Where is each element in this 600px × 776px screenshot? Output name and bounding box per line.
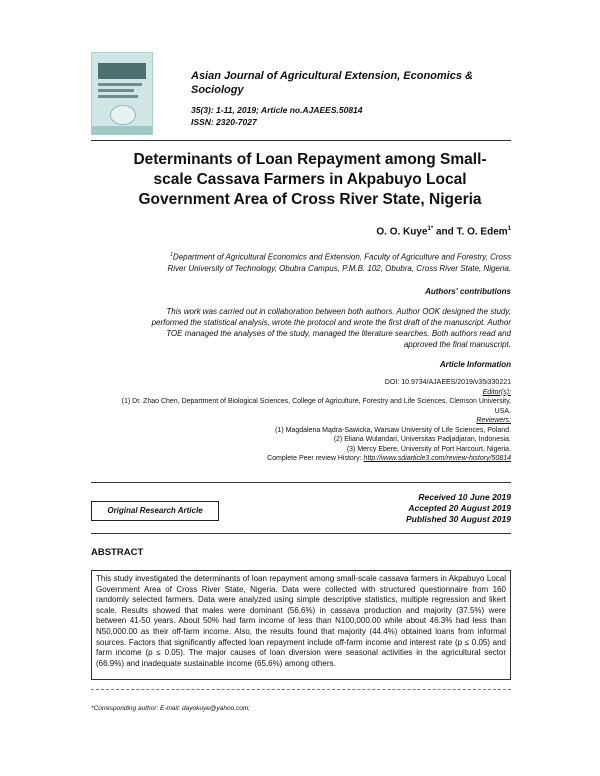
reviewer-entry: (3) Mercy Ebere, University of Port Harcourt, Nigeria. — [346, 445, 511, 453]
journal-cover-image — [91, 52, 153, 135]
reviewer-entry: (1) Magdalena Mądra-Sawicka, Warsaw University of Life Sciences, Poland. — [275, 426, 511, 434]
info-rule — [91, 482, 511, 483]
author-name: T. O. Edem — [456, 226, 508, 238]
editor-entry: (1) Dr. Zhao Chen, Department of Biological Sciences, College of Agriculture, Forestry and Life Sciences, Clemson University, — [121, 398, 511, 405]
journal-name: Asian Journal of Agricultural Extension, Economics & Sociology — [191, 70, 473, 96]
journal-issue: 35(3): 1-11, 2019; Article no.AJAEES.50814 ISSN: 2320-7027 — [191, 105, 363, 127]
abstract-heading: ABSTRACT — [91, 547, 144, 558]
editor-label: Editor(s): — [482, 388, 511, 396]
abstract-text: This study investigated the determinants of loan repayment among small-scale cassava farmers in Akpabuyo Local Government Area of Cross River State, Nigeria. Data were collected with structured questionnaire from 160 randomly selected farmers. Data were analyzed using simple descriptive statistics, multiple regression and likert scale. Results showed that males were dominant (56.6%) in cassava production and majority (37.5%) were between 41-50 years. About 50% had farm income of less than N100,000.00 while about 46.3% had less than N50,000.00 as their off-farm income. Also, the results found that majority (44.4%) obtained loans from informal sources. Factors that significantly affected loan repayment include off-farm income and interest rate (p ≤ 0.05) and farm income (p ≤ 0.05). The major causes of loan diversion were seasonal activities in the agricultural sector (66.9%) and inadequate sustainable income (65.6%) among others. — [96, 574, 506, 668]
dates-rule — [91, 533, 511, 534]
footnote-divider — [91, 689, 511, 690]
author-affiliation-mark: 1* — [427, 226, 434, 232]
affiliation: $^1$Department of Agricultural Economics and Extension, Faculty of Agriculture and Forestry, Cross River University of Technology, Obubra Campus, P.M.B. 102, Obubra, Cross River State, Nigeria. — [167, 252, 511, 273]
review-history-link[interactable]: http://www.sdiarticle3.com/review-history/50814 — [363, 455, 511, 462]
abstract-box — [91, 570, 511, 680]
author-connector: and — [433, 226, 457, 238]
reviewers-label: Reviewers: — [476, 417, 511, 424]
article-info: DOI: 10.9734/AJAEES/2019/v35i330221 Editor(s): (1) Dr. Zhao Chen, Department of Biological Sciences, College of Agriculture, Forestry and Life Sciences, Clemson University, USA. Reviewers: (1) Magdalena Mądra-Sawicka, Warsaw University of Life Sciences, Poland. (2) Eliana Wulandari, Universitas Padjadjaran, Indonesia. (3) Mercy Ebere, University of Port Harcourt, Nigeria. Complete Peer review History: http://www.sdiarticle3.com/review-history/50814 — [91, 378, 511, 464]
author-affiliation-mark: 1 — [507, 226, 511, 232]
corresponding-author: *Corresponding author: E-mail: dayokuye@yahoo.com; — [91, 705, 251, 712]
publication-dates: Received 10 June 2019 Accepted 20 August 2019 Published 30 August 2019 — [405, 492, 511, 524]
reviewer-entry: (2) Eliana Wulandari, Universitas Padjadjaran, Indonesia. — [333, 436, 511, 443]
contributions-heading: Authors' contributions — [425, 287, 511, 296]
author-name: O. O. Kuye — [376, 226, 428, 238]
article-type-badge: Original Research Article — [91, 501, 219, 521]
header-rule — [91, 140, 511, 141]
article-info-heading: Article Information — [439, 360, 511, 369]
author-list — [200, 226, 511, 237]
doi: DOI: 10.9734/AJAEES/2019/v35i330221 — [384, 379, 511, 386]
paper-title: Determinants of Loan Repayment among Small- scale Cassava Farmers in Akpabuyo Local Government Area of Cross River State, Nigeria — [133, 151, 487, 208]
contributions-text: This work was carried out in collaboration between both authors. Author OOK designed the study, performed the statistical analysis, wrote the protocol and wrote the first draft of the manuscript. Author TOE managed the analyses of the study, managed the literature searches. Both authors read and approved the final manuscript. — [151, 307, 511, 349]
